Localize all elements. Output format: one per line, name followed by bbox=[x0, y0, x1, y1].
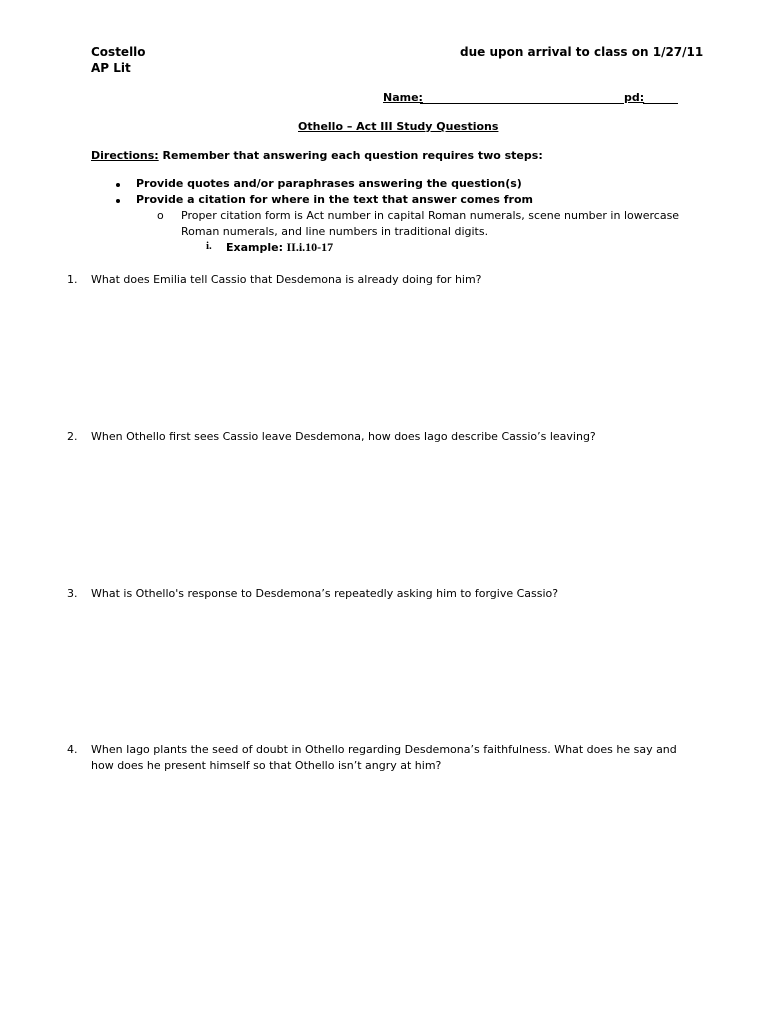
due-date: due upon arrival to class on 1/27/11 bbox=[460, 45, 704, 59]
question-4-text-line-1: When Iago plants the seed of doubt in Othello regarding Desdemona’s faithfulness. What does he say and bbox=[91, 743, 677, 756]
question-2-text: When Othello first sees Cassio leave Desdemona, how does Iago describe Cassio’s leaving? bbox=[91, 430, 596, 443]
example-value: II.i.10-17 bbox=[286, 240, 334, 254]
bullet-icon bbox=[116, 183, 120, 187]
sub-bullet-marker: o bbox=[157, 209, 164, 222]
citation-rule-line-1: Proper citation form is Act number in capital Roman numerals, scene number in lowercase bbox=[181, 209, 680, 222]
bullet-icon bbox=[116, 199, 120, 203]
question-1-text: What does Emilia tell Cassio that Desdemona is already doing for him? bbox=[91, 273, 482, 286]
directions-bullet-2: Provide a citation for where in the text that answer comes from bbox=[136, 193, 533, 206]
question-3-number: 3. bbox=[67, 587, 78, 600]
question-2-number: 2. bbox=[67, 430, 78, 443]
question-4-text-line-2: how does he present himself so that Othello isn’t angry at him? bbox=[91, 759, 442, 772]
example-marker: i. bbox=[206, 240, 212, 252]
page-title: Othello – Act III Study Questions bbox=[298, 120, 499, 133]
teacher-name: Costello bbox=[91, 45, 146, 59]
directions-text: Remember that answering each question requires two steps: bbox=[162, 149, 543, 162]
course-name: AP Lit bbox=[91, 61, 131, 75]
example bbox=[226, 240, 333, 255]
period-blank[interactable] bbox=[643, 103, 678, 104]
example-label: Example: bbox=[226, 241, 283, 254]
period-label: pd: bbox=[624, 91, 645, 104]
citation-rule-line-2: Roman numerals, and line numbers in traditional digits. bbox=[181, 225, 489, 238]
directions bbox=[91, 149, 543, 162]
question-4-number: 4. bbox=[67, 743, 78, 756]
name-blank[interactable] bbox=[420, 103, 624, 104]
question-1-number: 1. bbox=[67, 273, 78, 286]
directions-bullet-1: Provide quotes and/or paraphrases answering the question(s) bbox=[136, 177, 522, 190]
directions-label: Directions: bbox=[91, 149, 159, 162]
name-label: Name: bbox=[383, 91, 423, 104]
question-3-text: What is Othello's response to Desdemona’s repeatedly asking him to forgive Cassio? bbox=[91, 587, 559, 600]
